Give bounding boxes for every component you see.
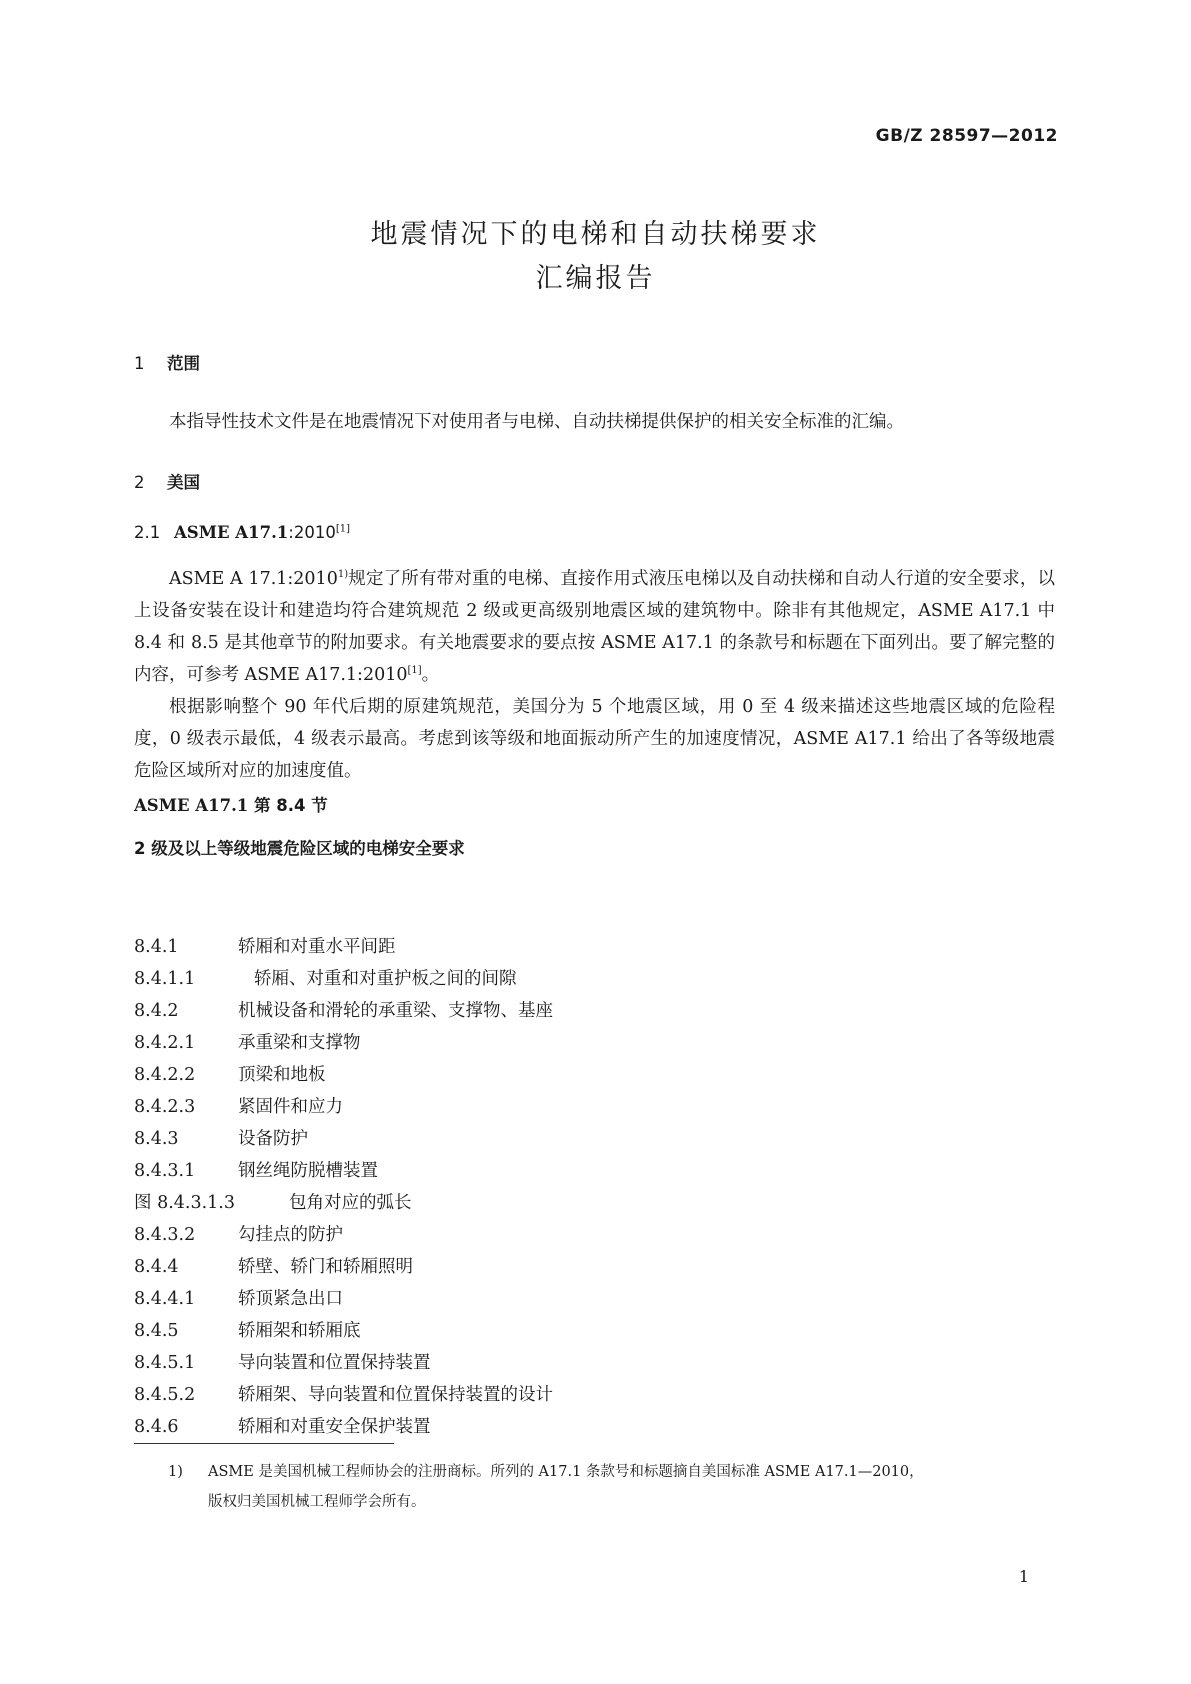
list-item: 8.4.2.3 紧固件和应力: [134, 1097, 343, 1117]
list-item: 8.4.3.2 勾挂点的防护: [134, 1225, 343, 1245]
clause-list: [134, 931, 553, 1443]
list-item: 8.4.4 轿壁、轿门和轿厢照明: [134, 1257, 413, 1277]
list-item: 图 8.4.3.1.3 包角对应的弧长: [134, 1193, 412, 1213]
section-1-heading: [134, 350, 200, 374]
section-2-1-heading: [134, 523, 350, 542]
document-title: 地震情况下的电梯和自动扶梯要求: [370, 219, 821, 250]
list-item: 8.4.5.2 轿厢架、导向装置和位置保持装置的设计: [134, 1385, 553, 1405]
section-title: 美国: [167, 473, 200, 492]
section-2-1-body: [134, 563, 1055, 787]
section-1-paragraph: 本指导性技术文件是在地震情况下对使用者与电梯、自动扶梯提供保护的相关安全标准的汇编。: [169, 412, 904, 432]
footnote-text-continued: 版权归美国机械工程师学会所有。: [208, 1494, 426, 1510]
list-item: 8.4.2.2 顶梁和地板: [134, 1065, 326, 1085]
paragraph-2: 根据影响整个 90 年代后期的原建筑规范，美国分为 5 个地震区域，用 0 至 4 级来描述这些地震区域的危险程度，0 级表示最低，4 级表示最高。考虑到该等级和地面振动所产生的加速度情况，ASME A17.1 给出了各等级地震危险区域所对应的加速度值。: [134, 697, 1055, 781]
reference-mark: [1]: [335, 523, 351, 535]
section-number: 1: [134, 354, 145, 373]
list-item: 8.4.4.1 轿顶紧急出口: [134, 1289, 343, 1309]
list-item: 8.4.5.1 导向装置和位置保持装置: [134, 1353, 431, 1373]
footnote-divider: [134, 1443, 394, 1444]
asme-section-subtitle: 2 级及以上等级地震危险区域的电梯安全要求: [134, 839, 465, 858]
section-title-bold: ASME A17.1: [174, 523, 289, 542]
footnote-mark: 1): [168, 1464, 183, 1480]
asme-section-label: ASME A17.1 第 8.4 节: [134, 796, 328, 815]
list-item: 8.4.3.1 钢丝绳防脱槽装置: [134, 1161, 378, 1181]
list-item: 8.4.6 轿厢和对重安全保护装置: [134, 1417, 431, 1437]
section-title-year: :2010: [288, 523, 336, 542]
footnote-text: ASME 是美国机械工程师协会的注册商标。所列的 A17.1 条款号和标题摘自美国标准 ASME A17.1—2010，: [208, 1464, 924, 1480]
section-number: 2: [134, 473, 145, 492]
list-item: 8.4.1 轿厢和对重水平间距: [134, 937, 396, 957]
section-number: 2.1: [134, 523, 161, 542]
standard-number: GB/Z 28597—2012: [875, 126, 1058, 146]
footnote-mark: 1): [337, 569, 349, 581]
document-subtitle: 汇编报告: [535, 263, 656, 294]
list-item: 8.4.2.1 承重梁和支撑物: [134, 1033, 361, 1053]
list-item: 8.4.1.1 轿厢、对重和对重护板之间的间隙: [134, 969, 517, 989]
list-item: 8.4.2 机械设备和滑轮的承重梁、支撑物、基座: [134, 1001, 553, 1021]
list-item: 8.4.5 轿厢架和轿厢底: [134, 1321, 361, 1341]
reference-mark: [1]: [407, 665, 422, 677]
page-number: 1: [1018, 1567, 1029, 1586]
paragraph-1: ASME A 17.1:2010$^{1)}$规定了所有带对重的电梯、直接作用式液压电梯以及自动扶梯和自动人行道的安全要求，以上设备安装在设计和建造均符合建筑规范 2 级或更高级别地震区域的建筑物中。除非有其他规定，ASME A17.1 中 8.4 和 8.5 是其他章节的附加要求。有关地震要求的要点按 ASME A17.1 的条款号和标题在下面列出。要了解完整的内容，可参考 ASME A17.1:2010[1]。: [134, 569, 1055, 685]
footnote: [168, 1457, 1068, 1517]
section-2-heading: [134, 469, 200, 493]
list-item: 8.4.3 设备防护: [134, 1129, 308, 1149]
section-title: 范围: [167, 354, 200, 373]
